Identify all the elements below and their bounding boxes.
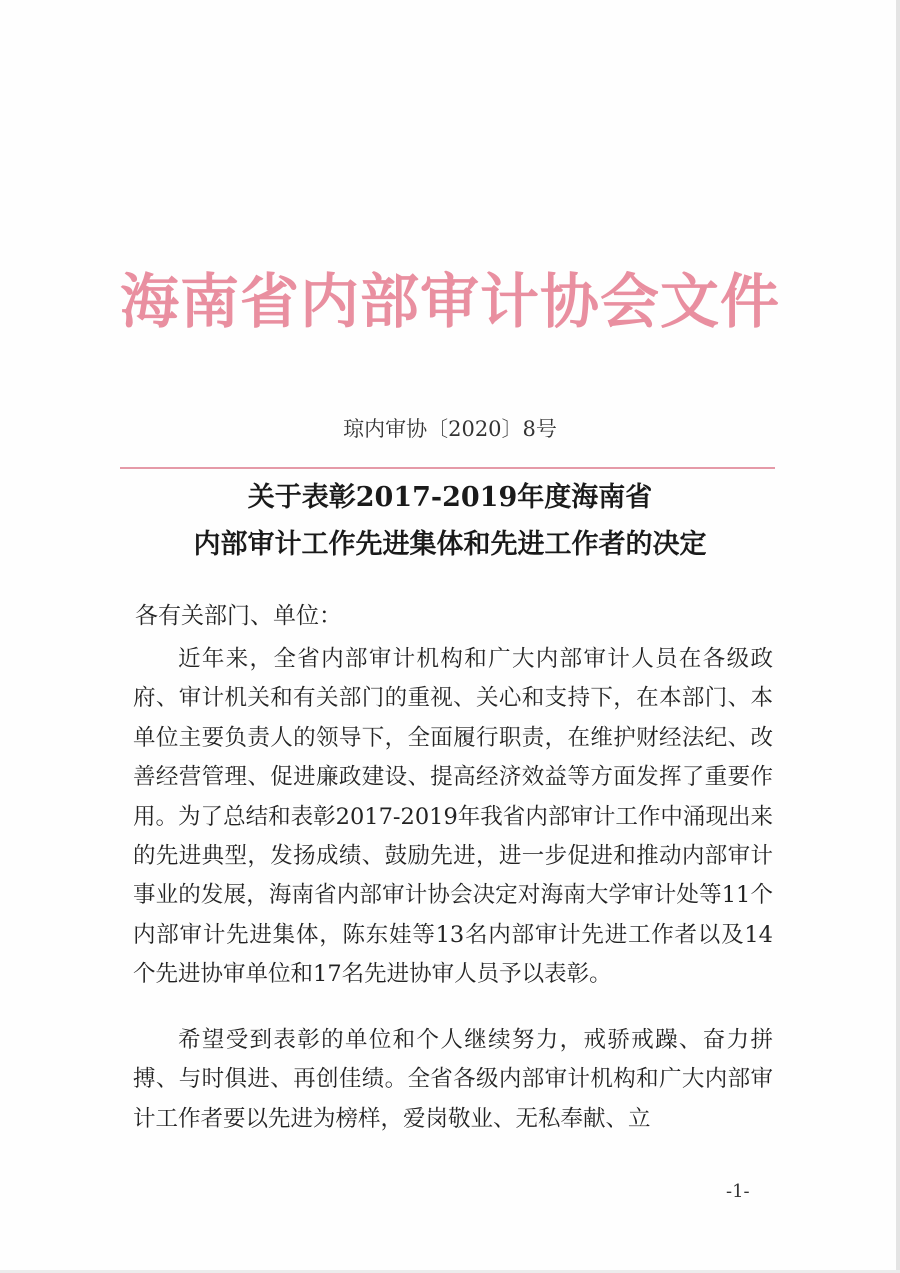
body-paragraph-1: 近年来，全省内部审计机构和广大内部审计人员在各级政府、审计机关和有关部门的重视、关心和支持下，在本部门、本单位主要负责人的领导下，全面履行职责，在维护财经法纪、改善经营管理、促进廉政建设、提高经济效益等方面发挥了重要作用。为了总结和表彰2017-2019年我省内部审计工作中涌现出来的先进典型，发扬成绩、鼓励先进，进一步促进和推动内部审计事业的发展，海南省内部审计协会决定对海南大学审计处等11个内部审计先进集体，陈东娃等13名内部审计先进工作者以及14个先进协审单位和17名先进协审人员予以表彰。 [133, 646, 773, 988]
document-number: 琼内审协〔2020〕8号 [343, 417, 557, 441]
header-divider [120, 467, 775, 469]
body-paragraph-2: 希望受到表彰的单位和个人继续努力，戒骄戒躁、奋力拼搏、与时俱进、再创佳绩。全省各级内部审计机构和广大内部审计工作者要以先进为榜样，爱岗敬业、无私奉献、立 [133, 1027, 773, 1132]
issuer-header: 海南省内部审计协会文件 [120, 267, 781, 336]
page-number: -1- [726, 1181, 750, 1202]
scan-edge [896, 0, 900, 1273]
document-title-line1: 关于表彰2017-2019年度海南省 [247, 482, 653, 513]
document-title-line2: 内部审计工作先进集体和先进工作者的决定 [193, 529, 707, 560]
salutation: 各有关部门、单位： [135, 603, 342, 629]
